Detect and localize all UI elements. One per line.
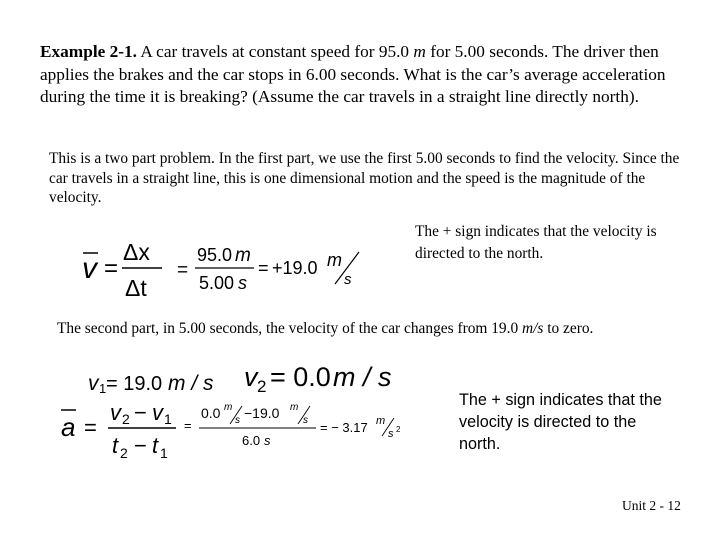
eq2-v2-label: v [244, 362, 258, 392]
eq1-equals-b: = [177, 260, 189, 281]
part2-text-a: The second part, in 5.00 seconds, the velocity of the car changes from 19.0 [57, 320, 522, 337]
eq2-frac-den: 6.0 [242, 433, 261, 448]
eq2-num-a-sub: 2 [122, 411, 130, 427]
eq2-v1-unit: m / s [168, 372, 214, 395]
eq2-result-unit-m: m [376, 415, 386, 427]
eq1-result: +19.0 [272, 258, 318, 278]
eq2-unit-s-a: s [235, 415, 240, 426]
eq2-unit-m-a: m [224, 402, 233, 413]
eq2-unit-s-b: s [303, 415, 308, 426]
part1-explanation: This is a two part problem. In the first part, we use the first 5.00 seconds to find the velocity. Since the car travels in a straight line, this is one dimensional motion and the speed is the magnitude of the velocity. [49, 150, 680, 206]
problem-text-b: for 5.00 seconds. The driver then applies the brakes and the car stops in 6.00 seconds. What is the car’s average acceleration during the time it is breaking? (Assume the car travels in a straight line directly north). [40, 42, 666, 106]
eq2-num-a: v [110, 400, 121, 425]
eq2-v2-unit: m / s [333, 362, 392, 392]
eq2-frac-den-unit: s [264, 433, 271, 448]
eq2-result-unit-den: s [388, 428, 394, 440]
eq2-v1-value: = 19.0 [106, 373, 163, 395]
part2-text-b: to zero. [543, 320, 594, 337]
eq2-den-b: t [152, 433, 159, 458]
eq1-den: Δt [125, 275, 147, 301]
eq2-v1-sub: 1 [99, 381, 107, 396]
eq1-result-unit-num: m [327, 250, 342, 270]
eq1-val-num: 95.0 [197, 245, 233, 265]
note-direction-2: The + sign indicates that the velocity is directed to the north. [459, 391, 662, 453]
eq2-result: = − 3.17 [320, 420, 368, 435]
eq2-lhs: a [61, 412, 76, 442]
eq2-v1-label: v [88, 372, 99, 395]
eq1-val-num-unit: m [235, 245, 251, 266]
eq1-result-unit-den: s [344, 271, 352, 288]
problem-text-a: A car travels at constant speed for 95.0 [136, 42, 414, 61]
eq2-num-b-sub: 1 [164, 411, 172, 427]
eq2-den-a: t [112, 433, 119, 458]
eq2-v2-value: = 0.0 [270, 362, 331, 392]
eq2-den-minus: − [134, 433, 147, 458]
eq2-den-b-sub: 1 [160, 445, 168, 461]
part2-unit: m/s [522, 320, 544, 337]
eq2-frac-num-b: −19.0 [244, 405, 280, 421]
eq2-num-minus: − [134, 400, 147, 425]
eq1-val-den-unit: s [238, 273, 247, 293]
eq2-result-unit-exp: 2 [396, 425, 401, 434]
example-label: Example 2-1. [40, 42, 137, 61]
eq2-num-b: v [152, 400, 163, 425]
eq1-equals-a: = [104, 255, 119, 282]
eq2-equals-a: = [84, 415, 97, 440]
eq1-num: Δx [123, 239, 150, 265]
eq1-equals-c: = [258, 258, 269, 278]
problem-statement [40, 41, 690, 109]
note-direction-1: The + sign indicates that the velocity is directed to the north. [415, 223, 657, 262]
problem-unit-m: m [413, 42, 426, 61]
eq2-den-a-sub: 2 [120, 445, 128, 461]
velocity-equation [78, 236, 378, 302]
acceleration-equation [58, 362, 418, 472]
eq2-v2-sub: 2 [257, 377, 267, 396]
slide-number: Unit 2 - 12 [622, 498, 681, 513]
eq1-lhs: v [82, 252, 97, 285]
part2-explanation [57, 318, 677, 339]
eq2-frac-num-a: 0.0 [201, 405, 221, 421]
eq2-unit-m-b: m [290, 402, 299, 413]
eq1-val-den: 5.00 [199, 273, 235, 293]
eq2-equals-b: = [184, 418, 192, 433]
